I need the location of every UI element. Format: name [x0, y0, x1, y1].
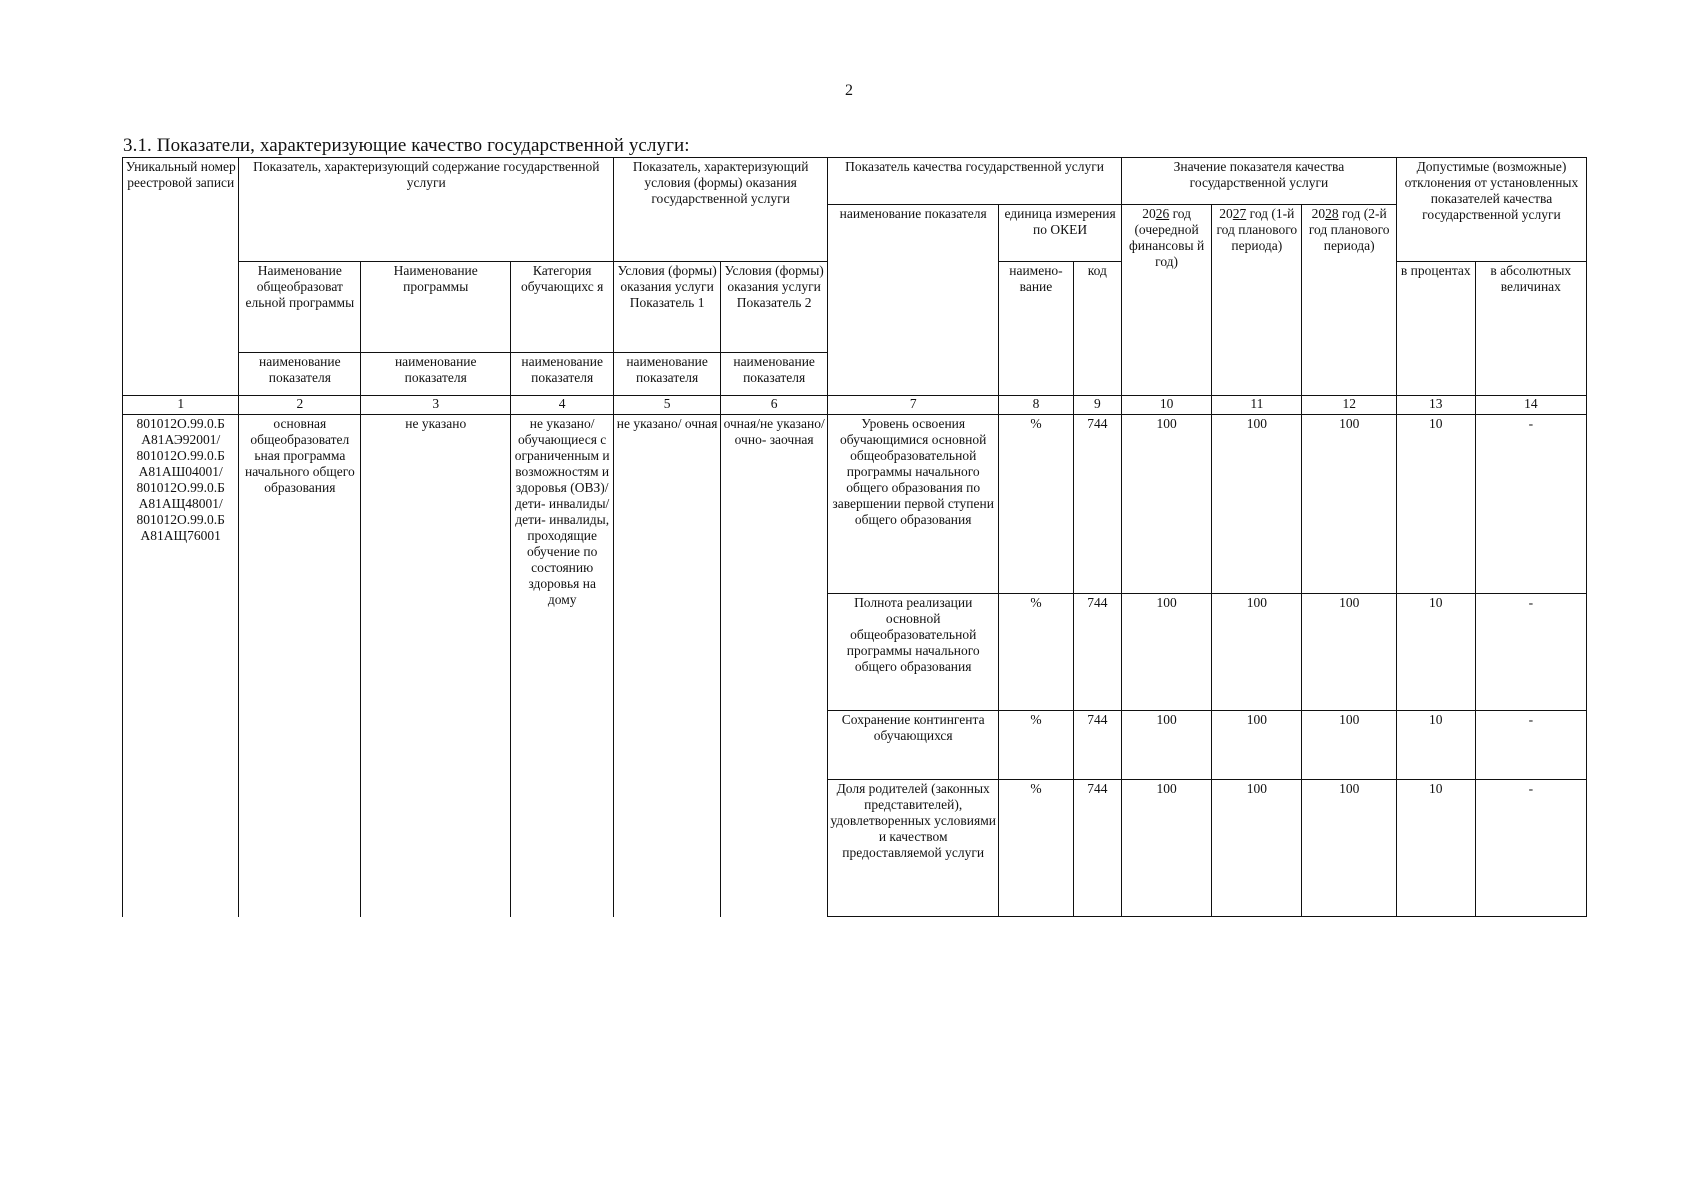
indicator-absolute: -: [1475, 780, 1586, 917]
header-conditions-1: Условия (формы) оказания услуги Показатель 1: [614, 262, 721, 353]
subheader-name-6: наименование показателя: [721, 353, 828, 396]
indicator-unit: %: [999, 415, 1074, 594]
year-2-suffix: год (1-й год планового периода): [1216, 206, 1298, 253]
indicator-absolute: -: [1475, 594, 1586, 711]
column-number: 9: [1073, 396, 1121, 415]
indicator-name: Уровень освоения обучающимися основной общеобразовательной программы начального общего образования по завершении первой ступени общего образования: [828, 415, 999, 594]
indicator-year-1: 100: [1121, 415, 1211, 594]
indicator-code: 744: [1073, 780, 1121, 917]
column-number: 14: [1475, 396, 1586, 415]
header-year-2: [1212, 205, 1302, 396]
header-unit: единица измерения по ОКЕИ: [999, 205, 1122, 262]
indicator-year-2: 100: [1212, 711, 1302, 780]
page-number: 2: [845, 82, 853, 99]
year-3-prefix: 20: [1311, 206, 1326, 221]
year-3-value: 28: [1325, 206, 1339, 221]
indicator-code: 744: [1073, 415, 1121, 594]
indicator-name: Сохранение контингента обучающихся: [828, 711, 999, 780]
year-2-prefix: 20: [1219, 206, 1233, 221]
header-unique-number: Уникальный номер реестровой записи: [123, 158, 239, 396]
column-number: 11: [1212, 396, 1302, 415]
program-type-value: основная общеобразовател ьная программа начального общего образования: [239, 415, 361, 917]
column-number: 13: [1396, 396, 1475, 415]
indicator-absolute: -: [1475, 415, 1586, 594]
column-number: 3: [361, 396, 511, 415]
column-number: 6: [721, 396, 828, 415]
indicator-year-2: 100: [1212, 780, 1302, 917]
year-1-prefix: 20: [1142, 206, 1156, 221]
indicator-year-3: 100: [1302, 780, 1396, 917]
quality-indicators-table: [122, 157, 1587, 917]
indicator-year-3: 100: [1302, 711, 1396, 780]
indicator-year-2: 100: [1212, 594, 1302, 711]
student-category-value: не указано/ обучающиеся с ограниченным и возможностям и здоровья (ОВЗ)/ дети- инвалиды/ дети- инвалиды, проходящие обучение по состоянию здоровья на дому: [511, 415, 614, 917]
subheader-name-5: наименование показателя: [614, 353, 721, 396]
indicator-name: Полнота реализации основной общеобразовательной программы начального общего образования: [828, 594, 999, 711]
header-program-name: Наименование программы: [361, 262, 511, 353]
indicator-percent: 10: [1396, 415, 1475, 594]
header-absolute: в абсолютных величинах: [1475, 262, 1586, 396]
subheader-name-4: наименование показателя: [511, 353, 614, 396]
header-percent: в процентах: [1396, 262, 1475, 396]
indicator-percent: 10: [1396, 780, 1475, 917]
indicator-year-3: 100: [1302, 594, 1396, 711]
header-year-1: [1121, 205, 1211, 396]
indicator-absolute: -: [1475, 711, 1586, 780]
year-1-value: 26: [1155, 206, 1170, 221]
column-number: 2: [239, 396, 361, 415]
indicator-code: 744: [1073, 594, 1121, 711]
column-number: 12: [1302, 396, 1396, 415]
header-deviations: Допустимые (возможные) отклонения от установленных показателей качества государственной услуги: [1396, 158, 1586, 262]
header-unit-code: код: [1073, 262, 1121, 396]
conditions-2-value: очная/не указано/ очно- заочная: [721, 415, 828, 917]
column-number: 5: [614, 396, 721, 415]
indicator-year-1: 100: [1121, 780, 1211, 917]
indicator-unit: %: [999, 780, 1074, 917]
year-2-value: 27: [1232, 206, 1247, 221]
column-number: 8: [999, 396, 1074, 415]
indicator-unit: %: [999, 594, 1074, 711]
header-conditions-indicator: Показатель, характеризующий условия (формы) оказания государственной услуги: [614, 158, 828, 262]
header-unit-name: наимено- вание: [999, 262, 1074, 396]
indicator-percent: 10: [1396, 711, 1475, 780]
column-number: 7: [828, 396, 999, 415]
indicator-name: Доля родителей (законных представителей), удовлетворенных условиями и качеством предоставляемой услуги: [828, 780, 999, 917]
conditions-1-value: не указано/ очная: [614, 415, 721, 917]
indicator-code: 744: [1073, 711, 1121, 780]
indicator-unit: %: [999, 711, 1074, 780]
header-indicator-name: наименование показателя: [828, 205, 999, 396]
column-number: 10: [1121, 396, 1211, 415]
registry-numbers: 801012О.99.0.Б А81АЭ92001/ 801012О.99.0.Б А81АШ04001/ 801012О.99.0.Б А81АЩ48001/ 801012О.99.0.Б А81АЩ76001: [123, 415, 239, 917]
header-year-3: [1302, 205, 1396, 396]
header-content-indicator: Показатель, характеризующий содержание государственной услуги: [239, 158, 614, 262]
column-number: 4: [511, 396, 614, 415]
subheader-name-3: наименование показателя: [361, 353, 511, 396]
year-1-suffix: год (очередной финансовы й год): [1129, 206, 1205, 269]
header-conditions-2: Условия (формы) оказания услуги Показатель 2: [721, 262, 828, 353]
indicator-year-3: 100: [1302, 415, 1396, 594]
header-quality-indicator: Показатель качества государственной услуги: [828, 158, 1122, 205]
indicator-year-1: 100: [1121, 594, 1211, 711]
indicator-percent: 10: [1396, 594, 1475, 711]
program-name-value: не указано: [361, 415, 511, 917]
indicator-year-1: 100: [1121, 711, 1211, 780]
year-3-suffix: год (2-й год планового периода): [1308, 206, 1390, 253]
indicator-year-2: 100: [1212, 415, 1302, 594]
subheader-name-2: наименование показателя: [239, 353, 361, 396]
header-quality-value: Значение показателя качества государственной услуги: [1121, 158, 1396, 205]
section-title: 3.1. Показатели, характеризующие качество государственной услуги:: [123, 135, 690, 156]
header-student-category: Категория обучающихс я: [511, 262, 614, 353]
column-number: 1: [123, 396, 239, 415]
header-program-type: Наименование общеобразоват ельной программы: [239, 262, 361, 353]
table-row: [123, 415, 1587, 594]
